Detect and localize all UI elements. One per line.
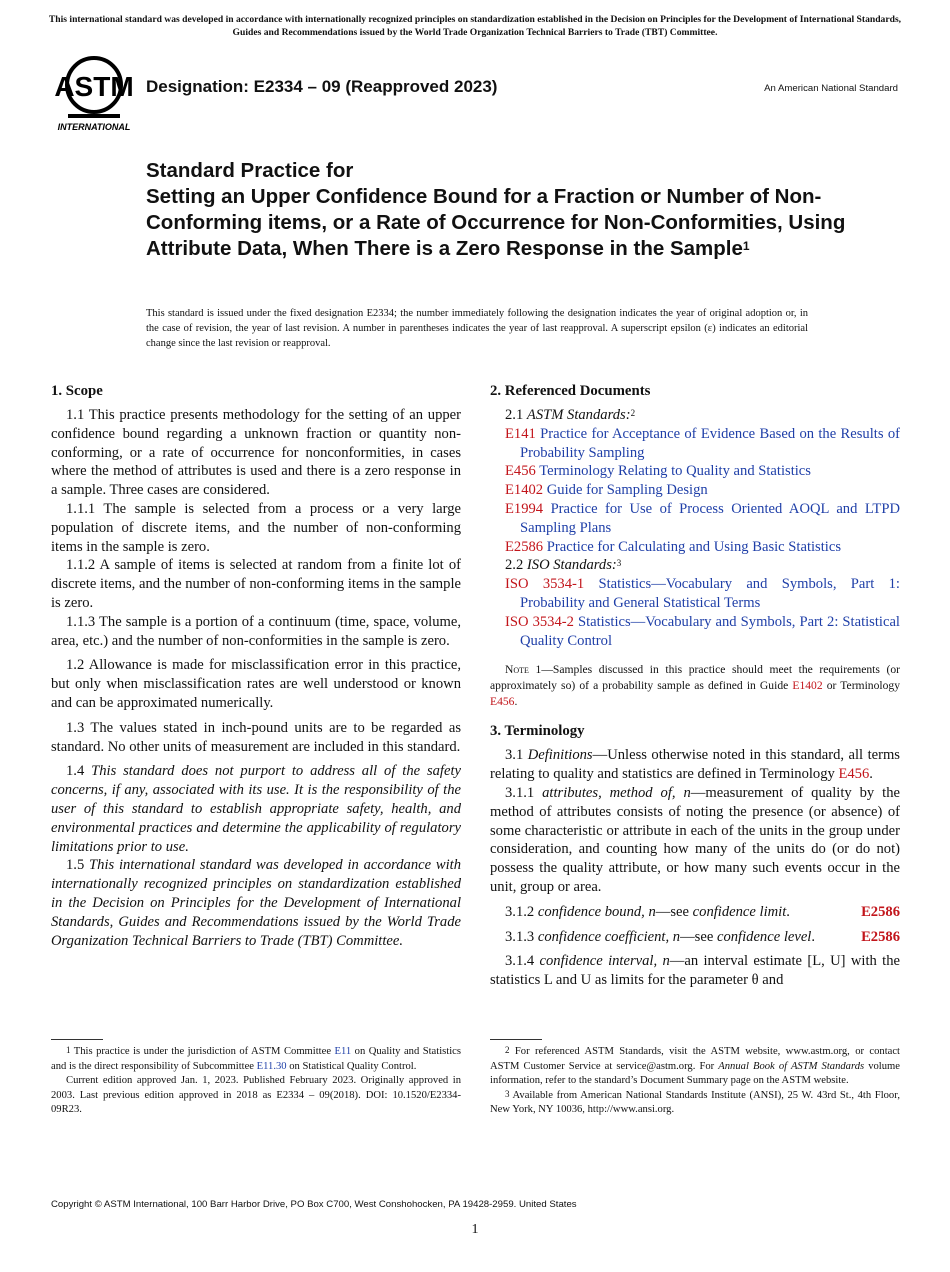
para-3-1-3: 3.1.3 confidence coefficient, n—see confidence level. E2586 xyxy=(505,928,900,945)
astm-logo-icon xyxy=(52,54,136,134)
iso-reference-list xyxy=(490,575,900,650)
reference-item[interactable]: ISO 3534-2 Statistics—Vocabulary and Symbols, Part 2: Statistical Quality Control xyxy=(505,613,900,649)
footnote-1: $^1$ This practice is under the jurisdiction of ASTM Committee E11 on Quality and Statistics and is the direct responsibility of Subcommittee E11.30 on Statistical Quality Control. xyxy=(51,1045,461,1072)
footnote-divider xyxy=(51,1039,103,1040)
note-1: Note 1—Samples discussed in this practice should meet the requirements (or approximately so) of a probability sample as defined in Guide E1402 or Terminology E456. xyxy=(490,663,900,709)
para-3-1-2: 3.1.2 confidence bound, n—see confidence limit. E2586 xyxy=(505,903,900,920)
para-1-1-3: 1.1.3 The sample is a portion of a continuum (time, space, volume, area, etc.) and the number of non-conformities in the sample is zero. xyxy=(51,613,461,649)
section-2-heading: 2. Referenced Documents xyxy=(490,383,651,399)
copyright: Copyright © ASTM International, 100 Barr Harbor Drive, PO Box C700, West Conshohocken, PA 19428-2959. United States xyxy=(51,1199,577,1210)
footnotes-left xyxy=(51,1045,461,1118)
reference-item[interactable]: E1994 Practice for Use of Process Oriented AOQL and LTPD Sampling Plans xyxy=(505,500,900,536)
footnote-link-e11[interactable]: E11 xyxy=(334,1046,352,1057)
section-1-heading: 1. Scope xyxy=(51,383,103,399)
note-link-e1402[interactable]: E1402 xyxy=(792,679,823,693)
logo-text: ASTM xyxy=(54,71,134,102)
reference-item[interactable]: E141 Practice for Acceptance of Evidence Based on the Results of Probability Sampling xyxy=(505,425,900,461)
section-3-heading: 3. Terminology xyxy=(490,723,585,740)
logo-subtext: INTERNATIONAL xyxy=(57,122,131,132)
document-title xyxy=(146,158,846,262)
astm-reference-list xyxy=(490,425,900,557)
astm-standards-label: 2.1 ASTM Standards:$^2$ xyxy=(505,407,636,423)
footnote-1-edition: Current edition approved Jan. 1, 2023. Published February 2023. Originally approved in 2003. Last previous edition approved in 2018 as E2334 – 09(2018). DOI: 10.1520/E2334-09R23. xyxy=(51,1075,461,1116)
para-3-1-4: 3.1.4 confidence interval, n—an interval estimate [L, U] with the statistics L and U as limits for the parameter θ and xyxy=(490,953,900,989)
para-1-3: 1.3 The values stated in inch-pound units are to be regarded as standard. No other units of measurement are included in this standard. xyxy=(51,719,461,755)
footnotes-right xyxy=(490,1045,900,1118)
title-main: Setting an Upper Confidence Bound for a Fraction or Number of Non-Conforming items, or a Rate of Occurrence for Non-Conformities, Using Attribute Data, When There is a Zero Response in the Sample xyxy=(146,185,846,260)
source-tag-e2586[interactable]: E2586 xyxy=(861,903,900,920)
top-notice: This international standard was developed in accordance with internationally recognized principles on standardization established in the Decision on Principles for the Development of International Standards, Guides and Recommendations issued by the World Trade Organization Technical Barriers to Trade (TBT) Committee. xyxy=(48,14,902,38)
iso-standards-label: 2.2 ISO Standards:$^3$ xyxy=(505,557,622,574)
source-tag-e2586[interactable]: E2586 xyxy=(861,928,900,945)
footnote-2: $^2$ For referenced ASTM Standards, visit the ASTM website, www.astm.org, or contact ASTM Customer Service at service@astm.org. For Annual Book of ASTM Standards volume information, refer to the standard’s Document Summary page on the ASTM website. xyxy=(490,1045,900,1087)
right-column xyxy=(490,382,900,990)
title-footnote-marker[interactable]: 1 xyxy=(742,239,750,253)
footnote-link-e11-30[interactable]: E11.30 xyxy=(256,1060,287,1072)
note-link-e456[interactable]: E456 xyxy=(490,695,515,709)
title-line1: Standard Practice for xyxy=(146,159,354,182)
reference-item[interactable]: E456 Terminology Relating to Quality and Statistics xyxy=(505,463,811,480)
reference-item[interactable]: E1402 Guide for Sampling Design xyxy=(505,482,708,499)
reference-item[interactable]: E2586 Practice for Calculating and Using Basic Statistics xyxy=(505,538,842,555)
designation: Designation: E2334 – 09 (Reapproved 2023) xyxy=(146,77,498,96)
reference-item[interactable]: ISO 3534-1 Statistics—Vocabulary and Symbols, Part 1: Probability and General Statistical Terms xyxy=(505,576,900,611)
footnote-divider xyxy=(490,1039,542,1040)
para-1-5: 1.5 This international standard was developed in accordance with internationally recognized principles on standardization established in the Decision on Principles for the Development of International Standards, Guides and Recommendations issued by the World Trade Organization Technical Barriers to Trade (TBT) Committee. xyxy=(51,857,462,949)
left-column xyxy=(51,382,461,950)
national-standard-label: An American National Standard xyxy=(764,83,898,94)
para-1-4: 1.4 This standard does not purport to address all of the safety concerns, if any, associated with its use. It is the responsibility of the user of this standard to establish appropriate safety, health, and environmental practices and determine the applicability of regulatory limitations prior to use. xyxy=(51,763,461,855)
para-1-2: 1.2 Allowance is made for misclassification error in this practice, but only when misclassification rates are well understood or known and can be approximated numerically. xyxy=(51,657,461,711)
para-1-1-2: 1.1.2 A sample of items is selected at random from a finite lot of discrete items, and the number of non-conforming items in the sample is zero. xyxy=(51,557,461,611)
para-1-1: 1.1 This practice presents methodology for the setting of an upper confidence bound regarding a unknown fraction or quantity non-conforming, or a rate of occurrence for nonconformities, in cases where the method of attributes is used and there is a zero response in a sample. Three cases are considered. xyxy=(51,407,461,499)
issued-note: This standard is issued under the fixed designation E2334; the number immediately following the designation indicates the year of original adoption or, in the case of revision, the year of last revision. A number in parentheses indicates the year of last reapproval. A superscript epsilon (ε) indicates an editorial change since the last revision or reapproval. xyxy=(146,308,808,349)
terminology-link-e456[interactable]: E456 xyxy=(838,766,870,783)
para-1-1-1: 1.1.1 The sample is selected from a process or a very large population of discrete items, and the number of non-conforming items in the sample is zero. xyxy=(51,500,461,555)
para-3-1-1: 3.1.1 attributes, method of, n—measurement of quality by the method of attributes consists of noting the presence (or absence) of some characteristic or attribute in each of the units in the group under consideration, and counting how many of the units do (or do not) possess the quality attribute, or how many such events occur in the unit, group or area. xyxy=(490,784,900,895)
page-number: 1 xyxy=(471,1222,479,1237)
para-3-1: 3.1 Definitions—Unless otherwise noted in this standard, all terms relating to quality and statistics are defined in Terminology E456. xyxy=(490,747,900,783)
footnote-3: $^3$ Available from American National Standards Institute (ANSI), 25 W. 43rd St., 4th Floor, New York, NY 10036, http://www.ansi.org. xyxy=(490,1088,900,1116)
